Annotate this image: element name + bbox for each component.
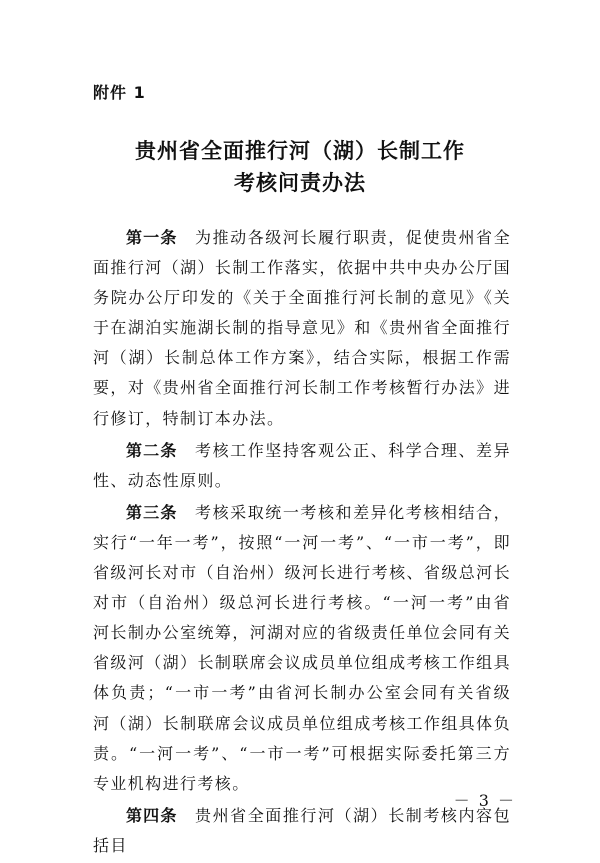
article-text: 考核采取统一考核和差异化考核相结合，实行“一年一考”，按照“一河一考”、“一市一考”，即省级河长对市（自治州）级河长进行考核、省级总河长对市（自治州）级总河长进行考核。“一河一考”由省河长制办公室统筹，河湖对应的省级责任单位会同有关省级河（湖）长制联席会议成员单位组成考核工作组具体负责；“一市一考”由省河长制办公室会同有关省级河（湖）长制联席会议成员单位组成考核工作组具体负责。“一河一考”、“一市一考”可根据实际委托第三方专业机构进行考核。 (93, 502, 511, 793)
article-1 (93, 223, 511, 434)
article-heading: 第二条 (126, 440, 178, 460)
attachment-label: 附件 1 (93, 83, 146, 102)
article-text: 贵州省全面推行河（湖）长制考核内容包括目 (93, 805, 511, 855)
document-title-line-2: 考核问责办法 (234, 171, 366, 195)
article-3 (93, 498, 511, 799)
article-4 (93, 801, 511, 861)
article-heading: 第三条 (126, 502, 178, 522)
article-heading: 第一条 (126, 228, 178, 247)
document-title-line-1: 贵州省全面推行河（湖）长制工作 (135, 139, 465, 163)
article-text: 考核工作坚持客观公正、科学合理、差异性、动态性原则。 (93, 440, 511, 490)
article-heading: 第四条 (126, 805, 178, 825)
document-body (93, 223, 511, 863)
article-2 (93, 436, 511, 496)
page-number: － 3 － (453, 791, 516, 810)
article-text: 为推动各级河长履行职责，促使贵州省全面推行河（湖）长制工作落实，依据中共中央办公厅国务院办公厅印发的《关于全面推行河长制的意见》《关于在湖泊实施湖长制的指导意见》和《贵州省全面推行河（湖）长制总体工作方案》，结合实际，根据工作需要，对《贵州省全面推行河长制工作考核暂行办法》进行修订，特制订本办法。 (93, 228, 511, 428)
